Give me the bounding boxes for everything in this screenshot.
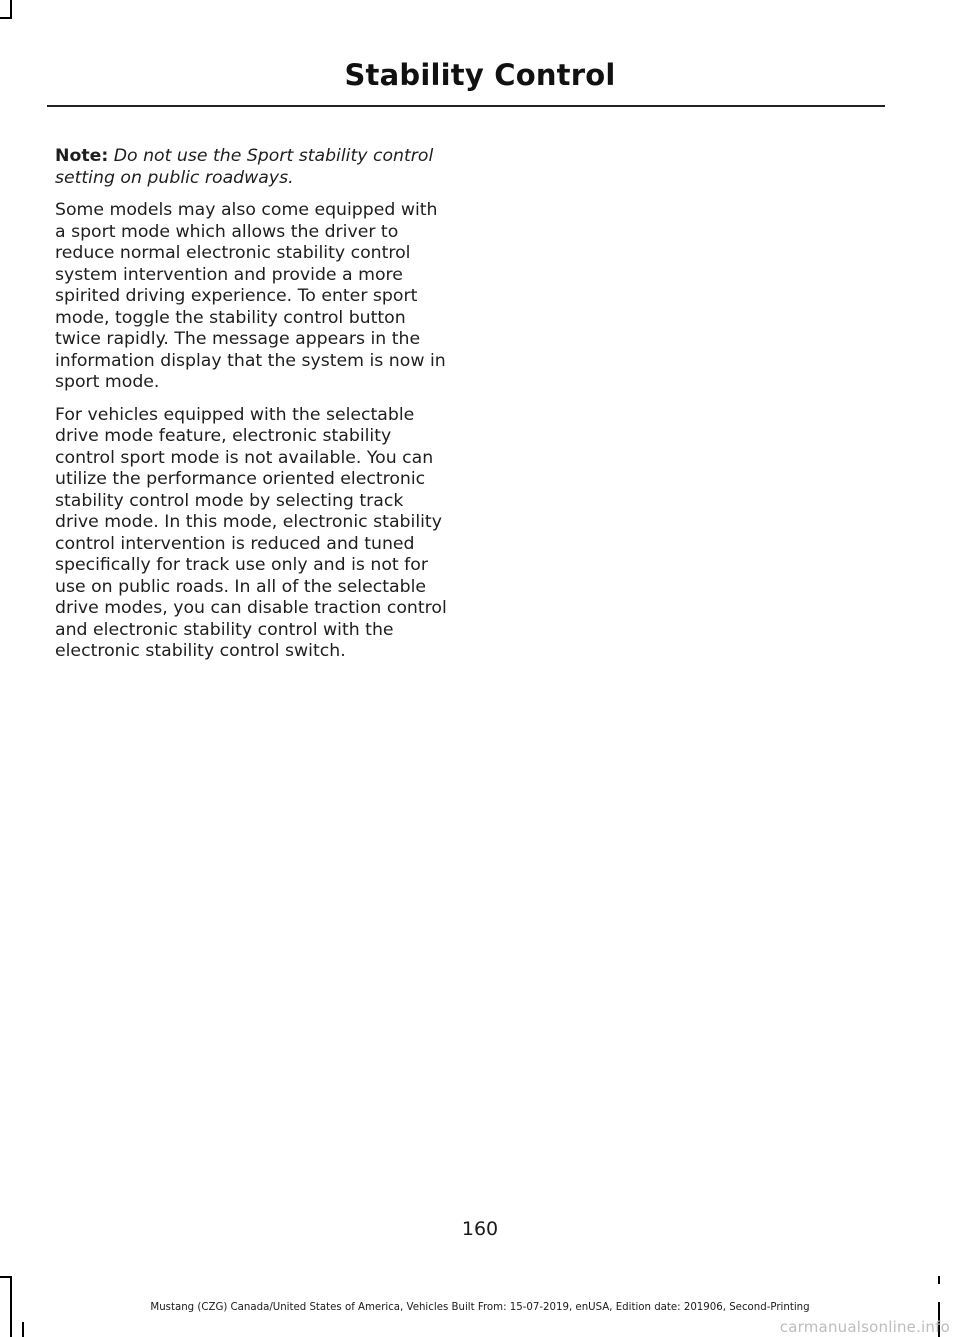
crop-mark-bottom-right-tick: [938, 1276, 940, 1284]
paragraph-drive-mode: For vehicles equipped with the selectable drive mode feature, electronic stability control sport mode is not available. You can utilize the performance oriented electronic stability control mode by selecting track drive mode. In this mode, electronic stability control intervention is reduced and tuned specifically for track use only and is not for use on public roads. In all of the selectable drive modes, you can disable traction control and electronic stability control with the electronic stability control switch.: [55, 404, 447, 661]
paragraph-sport-mode: Some models may also come equipped with a sport mode which allows the driver to reduce normal electronic stability control system intervention and provide a more spirited driving experience. To enter sport mode, toggle the stability control button twice rapidly. The message appears in the information display that the system is now in sport mode.: [55, 200, 446, 392]
main-content: [55, 146, 450, 674]
title-divider: [47, 105, 885, 107]
note: [55, 146, 450, 189]
edition-footer: Mustang (CZG) Canada/United States of America, Vehicles Built From: 15-07-2019, enUSA, Edition date: 201906, Second-Printing: [150, 1302, 810, 1313]
crop-mark-top-left-horizontal: [0, 17, 12, 19]
note-label: Note:: [55, 146, 109, 166]
note-text: Do not use the Sport stability control setting on public roadways.: [55, 146, 434, 188]
crop-mark-bottom-left-horizontal: [0, 1276, 12, 1278]
page-number: 160: [461, 1218, 499, 1240]
crop-mark-bottom-inner-left: [22, 1322, 24, 1337]
watermark: carmanualsonline.info: [779, 1318, 950, 1336]
crop-mark-top-left-vertical: [10, 0, 12, 18]
page-title: Stability Control: [344, 58, 616, 92]
